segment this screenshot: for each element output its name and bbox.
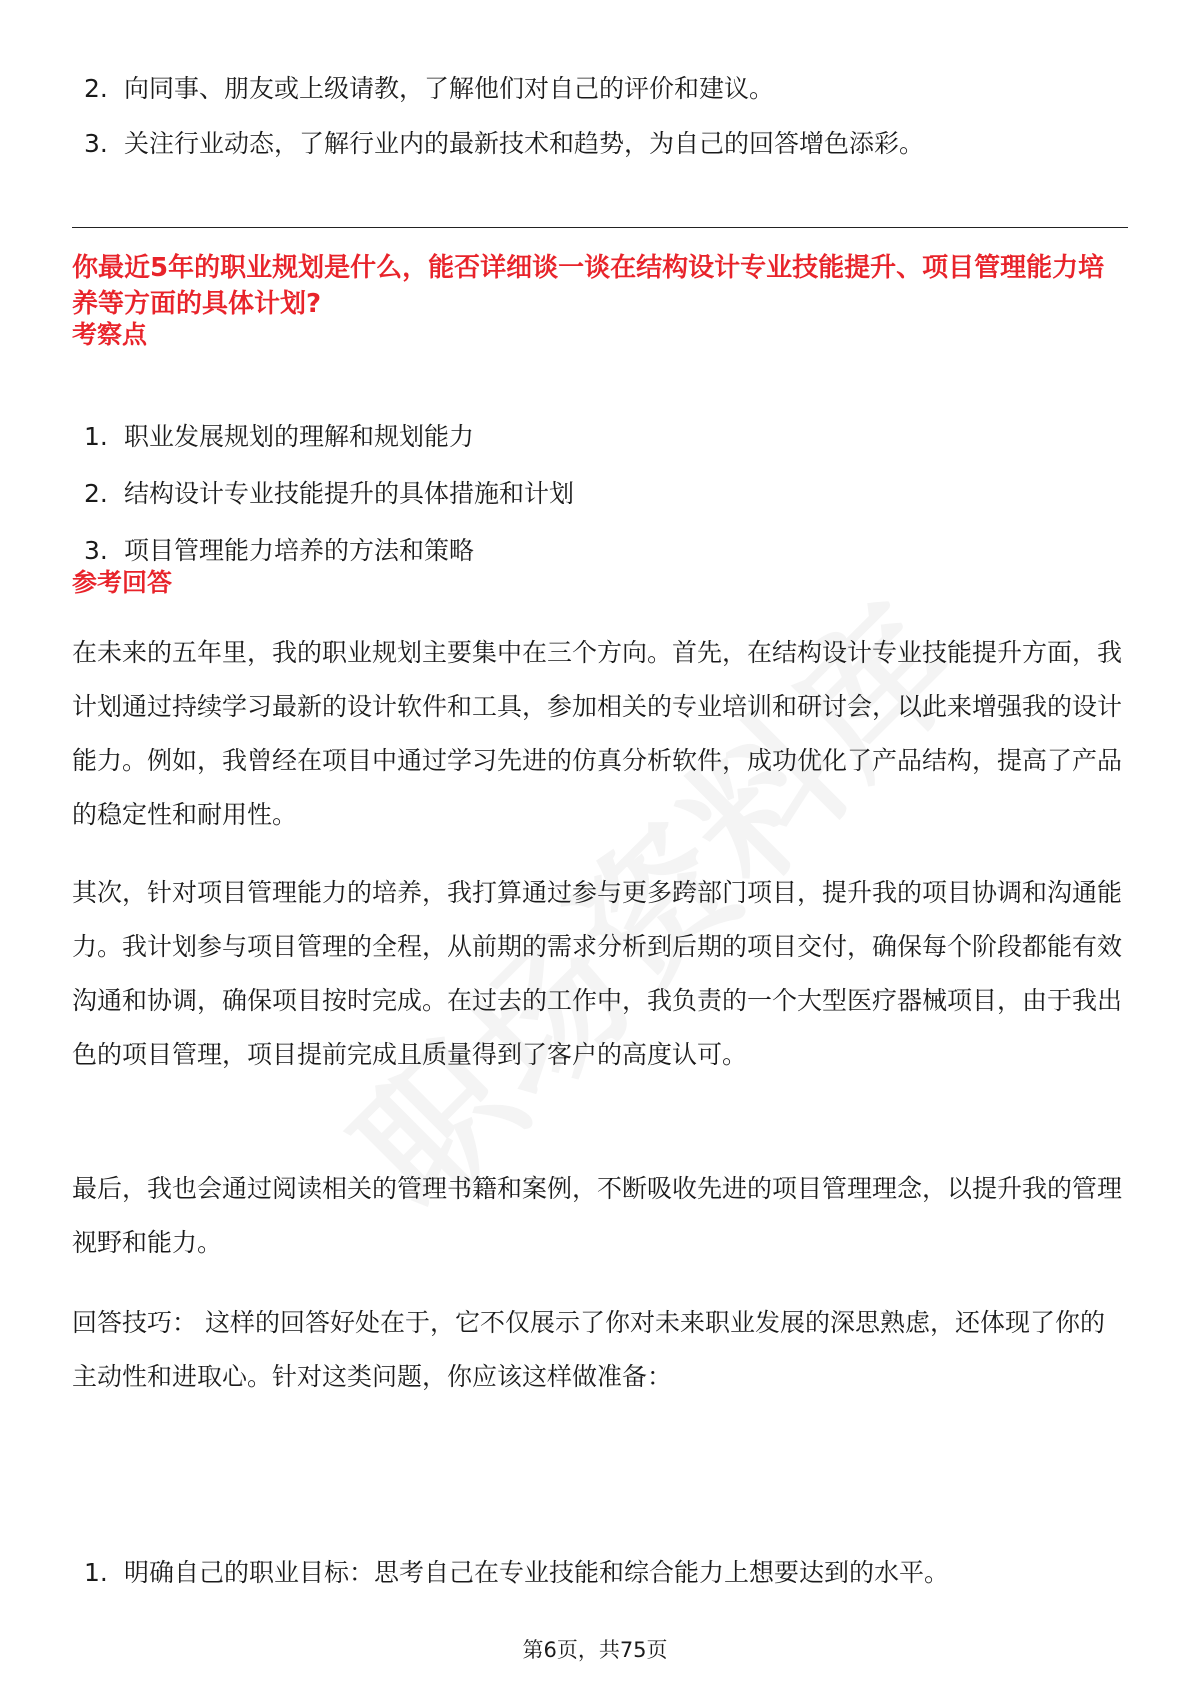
list-item-text: 明确自己的职业目标：思考自己在专业技能和综合能力上想要达到的水平。 [124,1558,950,1587]
answer-heading: 参考回答 [72,568,173,597]
list-item-number: 3. [84,129,108,158]
list-item-number: 2. [84,74,108,103]
list-item [72,1556,949,1590]
focus-heading: 考察点 [72,320,148,349]
list-item-number: 3. [84,536,108,565]
preparation-list [72,1556,949,1590]
previous-tips-list [72,72,924,182]
list-item-number: 1. [84,422,108,451]
list-item-text: 关注行业动态，了解行业内的最新技术和趋势，为自己的回答增色添彩。 [124,129,925,158]
interview-question: 你最近5年的职业规划是什么，能否详细谈一谈在结构设计专业技能提升、项目管理能力培养等方面的具体计划? [72,253,1105,319]
list-item-text: 结构设计专业技能提升的具体措施和计划 [124,479,575,508]
section-divider [72,227,1128,228]
list-item [72,72,924,106]
list-item-number: 2. [84,479,108,508]
list-item [72,534,574,568]
list-item [72,477,574,511]
answer-paragraph: 在未来的五年里，我的职业规划主要集中在三个方向。首先，在结构设计专业技能提升方面，我计划通过持续学习最新的设计软件和工具，参加相关的专业培训和研讨会，以此来增强我的设计能力。例如，我曾经在项目中通过学习先进的仿真分析软件，成功优化了产品结构，提高了产品的稳定性和耐用性。 [72,638,1123,829]
answer-paragraph: 最后，我也会通过阅读相关的管理书籍和案例，不断吸收先进的项目管理理念，以提升我的管理视野和能力。 [72,1174,1123,1257]
list-item-text: 向同事、朋友或上级请教，了解他们对自己的评价和建议。 [124,74,775,103]
list-item [72,127,924,161]
list-item-text: 职业发展规划的理解和规划能力 [124,422,475,451]
answer-paragraph: 其次，针对项目管理能力的培养，我打算通过参与更多跨部门项目，提升我的项目协调和沟通能力。我计划参与项目管理的全程，从前期的需求分析到后期的项目交付，确保每个阶段都能有效沟通和协调，确保项目按时完成。在过去的工作中，我负责的一个大型医疗器械项目，由于我出色的项目管理，项目提前完成且质量得到了客户的高度认可。 [72,878,1123,1069]
list-item-number: 1. [84,1558,108,1587]
list-item-text: 项目管理能力培养的方法和策略 [124,536,475,565]
list-item [72,420,574,454]
page-number-footer: 第6页，共75页 [522,1638,668,1662]
tips-paragraph: 回答技巧： 这样的回答好处在于，它不仅展示了你对未来职业发展的深思熟虑，还体现了你的主动性和进取心。针对这类问题，你应该这样做准备： [72,1308,1105,1391]
